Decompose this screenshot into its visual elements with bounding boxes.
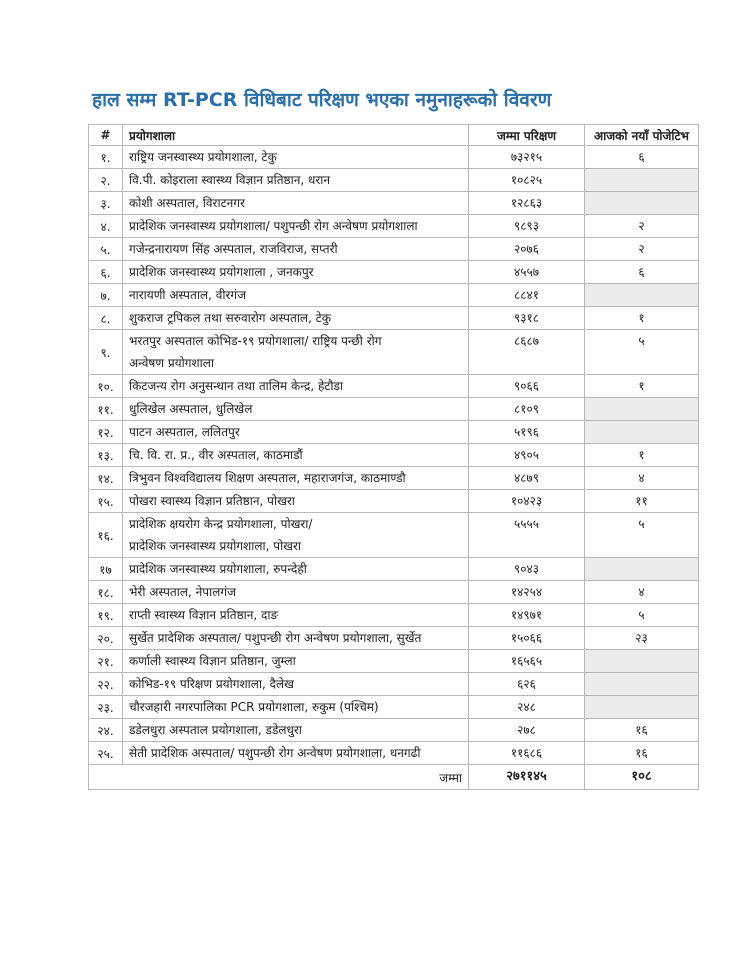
row-number: ४. bbox=[89, 215, 123, 238]
row-positive bbox=[585, 696, 699, 719]
lab-table bbox=[88, 124, 699, 790]
row-lab-line: पोखरा स्वास्थ्य विज्ञान प्रतिष्ठान, पोखरा bbox=[129, 494, 295, 508]
row-number: ५. bbox=[89, 238, 123, 261]
row-positive: ४ bbox=[585, 467, 699, 490]
row-total: १४२५४ bbox=[469, 581, 585, 604]
row-lab-line: कोशी अस्पताल, विराटनगर bbox=[129, 196, 245, 210]
table-row bbox=[89, 146, 699, 169]
table-row bbox=[89, 742, 699, 765]
table-row bbox=[89, 398, 699, 421]
row-lab-line: किटजन्य रोग अनुसन्धान तथा तालिम केन्द्र, हेटौडा bbox=[129, 379, 343, 393]
row-positive bbox=[585, 650, 699, 673]
row-number: १. bbox=[89, 146, 123, 169]
page-title: हाल सम्म RT-PCR विधिबाट परिक्षण भएका नमुनाहरूको विवरण bbox=[92, 89, 552, 111]
row-lab-line: पाटन अस्पताल, ललितपुर bbox=[129, 425, 240, 439]
table-header-row bbox=[89, 125, 699, 146]
row-positive bbox=[585, 421, 699, 444]
row-number: २०. bbox=[89, 627, 123, 650]
row-number: १०. bbox=[89, 375, 123, 398]
row-lab-line: राष्ट्रिय जनस्वास्थ्य प्रयोगशाला, टेकु bbox=[129, 150, 277, 164]
row-number: ७. bbox=[89, 284, 123, 307]
row-lab-line: नारायणी अस्पताल, वीरगंज bbox=[129, 288, 247, 302]
row-positive: ५ bbox=[585, 604, 699, 627]
row-lab bbox=[123, 444, 469, 467]
row-number: २. bbox=[89, 169, 123, 192]
row-lab-line: धुलिखेल अस्पताल, धुलिखेल bbox=[129, 402, 253, 416]
row-total: ११६८६ bbox=[469, 742, 585, 765]
row-total: ९०४३ bbox=[469, 558, 585, 581]
row-lab bbox=[123, 696, 469, 719]
row-lab-line: प्रादेशिक जनस्वास्थ्य प्रयोगशाला/ पशुपन्छी रोग अन्वेषण प्रयोगशाला bbox=[129, 219, 418, 233]
row-number: १२. bbox=[89, 421, 123, 444]
row-lab bbox=[123, 558, 469, 581]
header-total: जम्मा परिक्षण bbox=[469, 125, 585, 146]
table-row bbox=[89, 490, 699, 513]
row-number: ११. bbox=[89, 398, 123, 421]
table-row bbox=[89, 330, 699, 375]
row-positive bbox=[585, 284, 699, 307]
table-row bbox=[89, 513, 699, 558]
table-row bbox=[89, 284, 699, 307]
row-number: २१. bbox=[89, 650, 123, 673]
table-row bbox=[89, 581, 699, 604]
row-number: २३. bbox=[89, 696, 123, 719]
row-total: ५१९६ bbox=[469, 421, 585, 444]
row-total: १२८६३ bbox=[469, 192, 585, 215]
row-total: ४५५७ bbox=[469, 261, 585, 284]
table-row bbox=[89, 673, 699, 696]
table-row bbox=[89, 215, 699, 238]
row-positive: १ bbox=[585, 307, 699, 330]
row-lab-line: शुकराज ट्रपिकल तथा सरुवारोग अस्पताल, टेकु bbox=[129, 311, 331, 325]
row-positive: १ bbox=[585, 444, 699, 467]
row-number: १९. bbox=[89, 604, 123, 627]
row-number: ८. bbox=[89, 307, 123, 330]
table-row bbox=[89, 192, 699, 215]
summary-total: २७११४५ bbox=[469, 765, 585, 790]
row-number: १४. bbox=[89, 467, 123, 490]
row-total: ९३१८ bbox=[469, 307, 585, 330]
row-lab-line: कोभिड-१९ परिक्षण प्रयोगशाला, दैलेख bbox=[129, 677, 294, 691]
summary-label: जम्मा bbox=[89, 765, 469, 790]
row-lab bbox=[123, 375, 469, 398]
row-total: २७८ bbox=[469, 719, 585, 742]
row-lab-line: चि. वि. रा. प्र., वीर अस्पताल, काठमाडौं bbox=[129, 448, 303, 462]
row-lab bbox=[123, 421, 469, 444]
row-positive: ६ bbox=[585, 261, 699, 284]
row-positive bbox=[585, 169, 699, 192]
row-positive: ५ bbox=[585, 513, 699, 558]
row-number: २२. bbox=[89, 673, 123, 696]
table-row bbox=[89, 444, 699, 467]
row-lab bbox=[123, 742, 469, 765]
row-lab-line: सेती प्रादेशिक अस्पताल/ पशुपन्छी रोग अन्वेषण प्रयोगशाला, धनगढी bbox=[129, 746, 421, 760]
summary-positive: १०८ bbox=[585, 765, 699, 790]
table-row bbox=[89, 627, 699, 650]
row-total: ७३२१५ bbox=[469, 146, 585, 169]
row-lab-line: वि.पी. कोइराला स्वास्थ्य विज्ञान प्रतिष्ठान, धरान bbox=[129, 173, 331, 187]
row-number: २४. bbox=[89, 719, 123, 742]
row-lab bbox=[123, 673, 469, 696]
row-lab bbox=[123, 604, 469, 627]
row-lab-line: डडेलधुरा अस्पताल प्रयोगशाला, डडेलधुरा bbox=[129, 723, 302, 737]
row-positive: २ bbox=[585, 238, 699, 261]
row-number: ६. bbox=[89, 261, 123, 284]
row-lab-line: चौरजहारी नगरपालिका PCR प्रयोगशाला, रुकुम (पश्चिम) bbox=[129, 700, 379, 714]
table-row bbox=[89, 650, 699, 673]
row-positive: २३ bbox=[585, 627, 699, 650]
row-lab bbox=[123, 261, 469, 284]
row-lab bbox=[123, 192, 469, 215]
row-positive: ४ bbox=[585, 581, 699, 604]
row-positive: १६ bbox=[585, 719, 699, 742]
row-lab bbox=[123, 146, 469, 169]
row-positive: ५ bbox=[585, 330, 699, 375]
header-num: # bbox=[89, 125, 123, 146]
row-lab-line: कर्णाली स्वास्थ्य विज्ञान प्रतिष्ठान, जुम्ला bbox=[129, 654, 296, 668]
row-total: २४८ bbox=[469, 696, 585, 719]
row-lab bbox=[123, 238, 469, 261]
row-positive bbox=[585, 192, 699, 215]
row-number: १७ bbox=[89, 558, 123, 581]
row-lab-line: प्रादेशिक जनस्वास्थ्य प्रयोगशाला, रुपन्देही bbox=[129, 562, 307, 576]
row-lab bbox=[123, 284, 469, 307]
table-row bbox=[89, 421, 699, 444]
row-lab bbox=[123, 467, 469, 490]
table-row bbox=[89, 604, 699, 627]
row-total: ८८४१ bbox=[469, 284, 585, 307]
row-lab bbox=[123, 169, 469, 192]
header-lab: प्रयोगशाला bbox=[123, 125, 469, 146]
row-positive: ६ bbox=[585, 146, 699, 169]
row-total: ४८७९ bbox=[469, 467, 585, 490]
row-total: ६२६ bbox=[469, 673, 585, 696]
table-row bbox=[89, 261, 699, 284]
row-number: ३. bbox=[89, 192, 123, 215]
row-total: १०४२३ bbox=[469, 490, 585, 513]
row-total: १६५६५ bbox=[469, 650, 585, 673]
row-positive: १ bbox=[585, 375, 699, 398]
row-number: १३. bbox=[89, 444, 123, 467]
table-row bbox=[89, 719, 699, 742]
table-row bbox=[89, 558, 699, 581]
row-total: २०७६ bbox=[469, 238, 585, 261]
row-number: १८. bbox=[89, 581, 123, 604]
row-positive bbox=[585, 673, 699, 696]
row-total: १०८२५ bbox=[469, 169, 585, 192]
row-lab bbox=[123, 398, 469, 421]
row-number: ९. bbox=[89, 330, 123, 375]
row-lab bbox=[123, 513, 469, 558]
row-positive bbox=[585, 398, 699, 421]
row-lab bbox=[123, 330, 469, 375]
row-lab bbox=[123, 581, 469, 604]
row-total: ५५५५ bbox=[469, 513, 585, 558]
table-row bbox=[89, 375, 699, 398]
row-lab bbox=[123, 650, 469, 673]
row-lab-line: सुर्खेत प्रादेशिक अस्पताल/ पशुपन्छी रोग अन्वेषण प्रयोगशाला, सुर्खेत bbox=[129, 631, 422, 645]
row-lab bbox=[123, 490, 469, 513]
row-number: १६. bbox=[89, 513, 123, 558]
row-number: १५. bbox=[89, 490, 123, 513]
row-lab-line: प्रादेशिक जनस्वास्थ्य प्रयोगशाला, पोखरा bbox=[129, 539, 302, 553]
table-body bbox=[89, 146, 699, 765]
row-positive: १६ bbox=[585, 742, 699, 765]
summary-row bbox=[89, 765, 699, 790]
row-total: १५०६६ bbox=[469, 627, 585, 650]
row-lab bbox=[123, 307, 469, 330]
header-positive: आजको नयाँ पोजेटिभ bbox=[585, 125, 699, 146]
row-total: ९०६६ bbox=[469, 375, 585, 398]
row-lab-line: अन्वेषण प्रयोगशाला bbox=[129, 356, 215, 370]
row-lab-line: भेरी अस्पताल, नेपालगंज bbox=[129, 585, 237, 599]
row-total: ८६८७ bbox=[469, 330, 585, 375]
row-lab-line: प्रादेशिक जनस्वास्थ्य प्रयोगशाला , जनकपुर bbox=[129, 265, 314, 279]
row-lab-line: राप्ती स्वास्थ्य विज्ञान प्रतिष्ठान, दाङ bbox=[129, 608, 279, 622]
row-total: ८१०९ bbox=[469, 398, 585, 421]
row-total: ९८९३ bbox=[469, 215, 585, 238]
table-row bbox=[89, 467, 699, 490]
row-lab bbox=[123, 719, 469, 742]
row-number: २५. bbox=[89, 742, 123, 765]
row-lab-line: गजेन्द्रनारायण सिंह अस्पताल, राजविराज, सप्तरी bbox=[129, 242, 338, 256]
row-positive: ११ bbox=[585, 490, 699, 513]
table-row bbox=[89, 696, 699, 719]
row-lab-line: भरतपुर अस्पताल कोभिड-१९ प्रयोगशाला/ राष्ट्रिय पन्छी रोग bbox=[129, 334, 382, 348]
row-lab-line: प्रादेशिक क्षयरोग केन्द्र प्रयोगशाला, पोखरा/ bbox=[129, 517, 313, 531]
row-lab bbox=[123, 627, 469, 650]
row-lab bbox=[123, 215, 469, 238]
row-total: १४९७१ bbox=[469, 604, 585, 627]
table-row bbox=[89, 307, 699, 330]
table-row bbox=[89, 169, 699, 192]
table-row bbox=[89, 238, 699, 261]
row-lab-line: त्रिभुवन विश्वविद्यालय शिक्षण अस्पताल, महाराजगंज, काठमाण्डौ bbox=[129, 471, 406, 485]
row-positive: २ bbox=[585, 215, 699, 238]
row-total: ४९०५ bbox=[469, 444, 585, 467]
row-positive bbox=[585, 558, 699, 581]
